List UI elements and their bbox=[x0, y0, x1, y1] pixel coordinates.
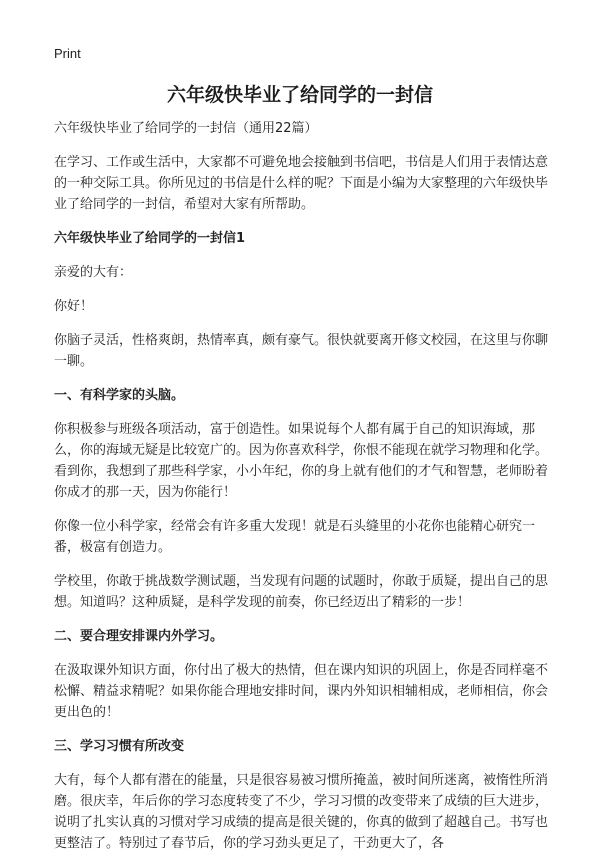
intro-paragraph: 在学习、工作或生活中，大家都不可避免地会接触到书信吧，书信是人们用于表情达意的一种交际工具。你所见过的书信是什么样的呢？下面是小编为大家整理的六年级快毕业了给同学的一封信，希望对大家有所帮助。 bbox=[54, 155, 549, 212]
letter-heading: 六年级快毕业了给同学的一封信1 bbox=[54, 231, 246, 246]
section-heading-1: 一、有科学家的头脑。 bbox=[54, 388, 185, 403]
paragraph: 你积极参与班级各项活动，富于创造性。如果说每个人都有属于自己的知识海域，那么，你的海域无疑是比较宽广的。因为你喜欢科学，你恨不能现在就学习物理和化学。看到你，我想到了那些科学家，小小年纪，你的身上就有他们的才气和智慧，老师盼着你成才的那一天，因为你能行！ bbox=[54, 422, 549, 500]
paragraph: 你像一位小科学家，经常会有许多重大发现！就是石头缝里的小花你也能精心研究一番，极富有创造力。 bbox=[54, 519, 536, 555]
paragraph: 学校里，你敢于挑战数学测试题，当发现有问题的试题时，你敢于质疑，提出自己的思想。知道吗？这种质疑，是科学发现的前奏，你已经迈出了精彩的一步！ bbox=[54, 574, 549, 610]
page-title: 六年级快毕业了给同学的一封信 bbox=[166, 84, 433, 106]
section-heading-3: 三、学习习惯有所改变 bbox=[54, 739, 185, 754]
salutation: 亲爱的大有： bbox=[54, 265, 133, 280]
article-body bbox=[54, 118, 550, 867]
paragraph: 大有，每个人都有潜在的能量，只是很容易被习惯所掩盖，被时间所迷离，被惰性所消磨。很庆幸，年后你的学习态度转变了不少，学习习惯的改变带来了成绩的巨大进步，说明了扎实认真的习惯对学习成绩的提高是很关键的，你真的做到了超越自己。书写也更整洁了。特别过了春节后，你的学习劲头更足了，干劲更大了，各 bbox=[54, 773, 549, 851]
print-link[interactable]: Print bbox=[54, 46, 81, 61]
paragraph: 在汲取课外知识方面，你付出了极大的热情，但在课内知识的巩固上，你是否同样毫不松懈、精益求精呢？如果你能合理地安排时间，课内外知识相辅相成，老师相信，你会更出色的！ bbox=[54, 663, 549, 720]
article-subtitle: 六年级快毕业了给同学的一封信（通用22篇） bbox=[54, 121, 318, 136]
paragraph: 你脑子灵活，性格爽朗，热情率真，颇有豪气。很快就要离开修文校园，在这里与你聊一聊。 bbox=[54, 333, 549, 369]
greeting: 你好！ bbox=[54, 299, 94, 314]
section-heading-2: 二、要合理安排课内外学习。 bbox=[54, 629, 224, 644]
